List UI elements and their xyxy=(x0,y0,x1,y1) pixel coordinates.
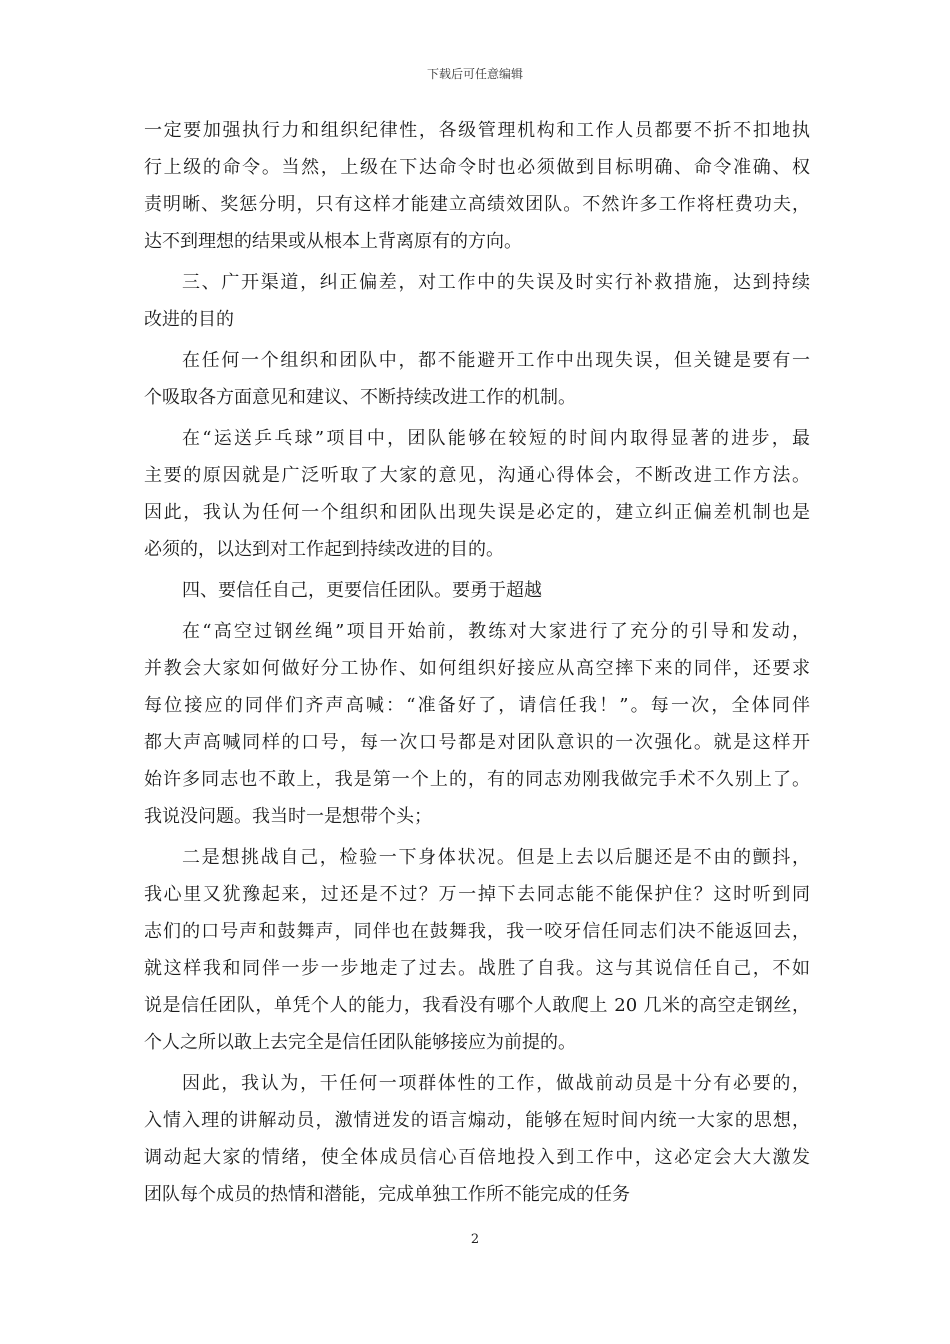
text-line: 每位接应的同伴们齐声高喊：“准备好了，请信任我！”。每一次，全体同伴 xyxy=(144,695,810,716)
text-line: 个人之所以敢上去完全是信任团队能够接应为前提的。 xyxy=(144,1032,576,1053)
text-line: 我心里又犹豫起来，过还是不过？万一掉下去同志能不能保护住？这时听到同 xyxy=(144,884,810,905)
text-line: 就这样我和同伴一步一步地走了过去。战胜了自我。这与其说信任自己，不如 xyxy=(144,958,810,979)
text-line: 说是信任团队，单凭个人的能力，我看没有哪个人敢爬上 20 几米的高空走钢丝， xyxy=(144,995,810,1016)
text-line: 团队每个成员的热情和潜能，完成单独工作所不能完成的任务 xyxy=(144,1184,630,1205)
text-line: 必须的，以达到对工作起到持续改进的目的。 xyxy=(144,539,504,560)
text-line: 责明晰、奖惩分明，只有这样才能建立高绩效团队。不然许多工作将枉费功夫， xyxy=(144,194,810,215)
text-line: 主要的原因就是广泛听取了大家的意见，沟通心得体会，不断改进工作方法。 xyxy=(144,465,810,486)
text-line: 在“运送乒乓球”项目中，团队能够在较短的时间内取得显著的进步，最 xyxy=(182,428,810,449)
text-line: 志们的口号声和鼓舞声，同伴也在鼓舞我，我一咬牙信任同志们决不能返回去， xyxy=(144,921,810,942)
text-line: 因此，我认为，干任何一项群体性的工作，做战前动员是十分有必要的， xyxy=(182,1073,810,1094)
text-line: 调动起大家的情绪，使全体成员信心百倍地投入到工作中，这必定会大大激发 xyxy=(144,1147,810,1168)
section-heading: 改进的目的 xyxy=(144,309,234,330)
text-line: 因此，我认为任何一个组织和团队出现失误是必定的，建立纠正偏差机制也是 xyxy=(144,502,810,523)
text-line: 入情入理的讲解动员，激情迸发的语言煽动，能够在短时间内统一大家的思想， xyxy=(144,1110,810,1131)
text-line: 始许多同志也不敢上，我是第一个上的，有的同志劝刚我做完手术不久别上了。 xyxy=(144,769,810,790)
section-heading: 四、要信任自己，更要信任团队。要勇于超越 xyxy=(182,580,542,601)
text-line: 我说没问题。我当时一是想带个头； xyxy=(144,806,432,827)
text-line: 在任何一个组织和团队中，都不能避开工作中出现失误，但关键是要有一 xyxy=(182,350,810,371)
text-line: 并教会大家如何做好分工协作、如何组织好接应从高空摔下来的同伴，还要求 xyxy=(144,658,810,679)
text-line: 个吸取各方面意见和建议、不断持续改进工作的机制。 xyxy=(144,387,576,408)
page-header: 下载后可任意编辑 xyxy=(426,67,523,81)
section-heading: 三、广开渠道，纠正偏差，对工作中的失误及时实行补救措施，达到持续 xyxy=(182,272,810,293)
text-line: 一定要加强执行力和组织纪律性，各级管理机构和工作人员都要不折不扣地执 xyxy=(144,120,810,141)
page-number: 2 xyxy=(470,1232,480,1247)
text-line: 行上级的命令。当然，上级在下达命令时也必须做到目标明确、命令准确、权 xyxy=(144,157,810,178)
text-line: 都大声高喊同样的口号，每一次口号都是对团队意识的一次强化。就是这样开 xyxy=(144,732,810,753)
document-body xyxy=(144,112,810,1213)
text-line: 在“高空过钢丝绳”项目开始前，教练对大家进行了充分的引导和发动， xyxy=(182,621,810,642)
text-line: 达不到理想的结果或从根本上背离原有的方向。 xyxy=(144,231,522,252)
text-line: 二是想挑战自己，检验一下身体状况。但是上去以后腿还是不由的颤抖， xyxy=(182,847,810,868)
